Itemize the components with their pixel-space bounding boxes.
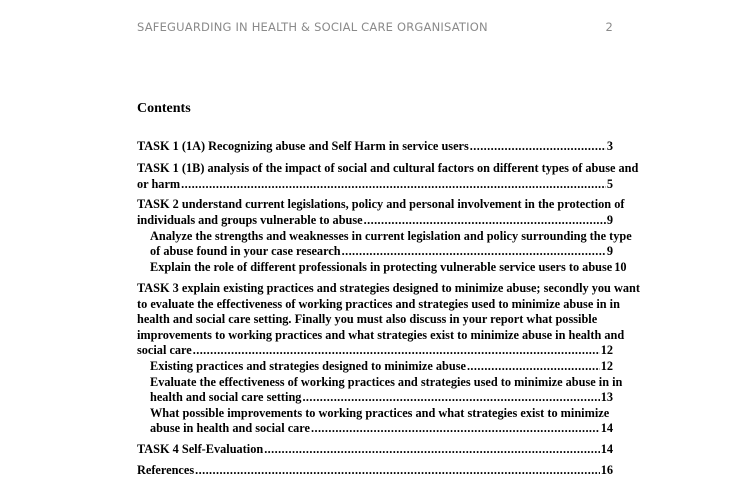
toc-page-number: 14 bbox=[600, 442, 613, 456]
toc-entry-task3-improve[interactable] bbox=[150, 420, 613, 436]
toc-entry-text: of abuse found in your case research bbox=[150, 244, 341, 258]
toc-entry-task2-analyze-line1[interactable]: Analyze the strengths and weaknesses in current legislation and policy surrounding the type bbox=[150, 229, 632, 243]
toc-leader-dots bbox=[470, 138, 606, 154]
toc-entry-text: Explain the role of different professionals in protecting vulnerable service users to abuse bbox=[150, 260, 613, 274]
toc-page-number: 10 bbox=[614, 260, 627, 274]
toc-entry-task3-line1[interactable]: TASK 3 explain existing practices and strategies designed to minimize abuse; secondly you want bbox=[137, 281, 640, 295]
toc-entry-task3-evaluate[interactable] bbox=[150, 389, 613, 405]
toc-entry-task3-line4[interactable]: improvements to working practices and what strategies exist to minimize abuse in health and bbox=[137, 328, 625, 342]
toc-entry-references[interactable] bbox=[137, 462, 613, 478]
toc-page-number: 9 bbox=[606, 244, 613, 258]
toc-entry-task4[interactable] bbox=[137, 441, 613, 457]
toc-leader-dots bbox=[342, 243, 606, 259]
toc-leader-dots bbox=[302, 389, 599, 405]
toc-entry-task2-analyze[interactable] bbox=[150, 243, 613, 259]
toc-entry-task2-explain[interactable] bbox=[150, 259, 627, 275]
toc-entry-text: References bbox=[137, 463, 195, 477]
toc-page-number: 5 bbox=[606, 177, 613, 191]
toc-entry-text: abuse in health and social care bbox=[150, 421, 310, 435]
toc-leader-dots bbox=[467, 358, 600, 374]
toc-entry-task1a[interactable] bbox=[137, 138, 613, 154]
page-header bbox=[137, 20, 613, 36]
toc-entry-task2[interactable] bbox=[137, 212, 613, 228]
toc-leader-dots bbox=[311, 420, 600, 436]
toc-page-number: 14 bbox=[600, 421, 613, 435]
toc-entry-task3-line3[interactable]: health and social care setting. Finally you must also discuss in your report what possible bbox=[137, 312, 598, 326]
toc-page-number: 16 bbox=[600, 463, 613, 477]
toc-page-number: 12 bbox=[600, 343, 613, 357]
toc-entry-text: or harm bbox=[137, 177, 181, 191]
toc-entry-task1b-line1[interactable]: TASK 1 (1B) analysis of the impact of social and cultural factors on different types of abuse and bbox=[137, 161, 639, 175]
toc-entry-task3-improve-line1[interactable]: What possible improvements to working practices and what strategies exist to minimize bbox=[150, 406, 610, 420]
toc-leader-dots bbox=[195, 462, 600, 478]
toc-entry-text: Existing practices and strategies designed to minimize abuse bbox=[150, 359, 466, 373]
toc-entry-task3-evaluate-line1[interactable]: Evaluate the effectiveness of working practices and strategies used to minimize abuse in in bbox=[150, 375, 623, 389]
toc-entry-text: health and social care setting bbox=[150, 390, 302, 404]
toc-entry-task2-line1[interactable]: TASK 2 understand current legislations, policy and personal involvement in the protection of bbox=[137, 197, 625, 211]
toc-entry-task1b[interactable] bbox=[137, 176, 613, 192]
toc-entry-task3-line2[interactable]: to evaluate the effectiveness of working practices and strategies used to minimize abuse in in bbox=[137, 297, 620, 311]
header-page-number: 2 bbox=[605, 20, 613, 34]
toc-leader-dots bbox=[264, 441, 600, 457]
toc-page-number: 13 bbox=[600, 390, 613, 404]
toc-leader-dots bbox=[364, 212, 606, 228]
running-header-title: SAFEGUARDING IN HEALTH & SOCIAL CARE ORGANISATION bbox=[137, 20, 488, 34]
contents-heading: Contents bbox=[137, 101, 191, 116]
toc-leader-dots bbox=[181, 176, 606, 192]
toc-entry-task3-existing[interactable] bbox=[150, 358, 613, 374]
toc-entry-text: individuals and groups vulnerable to abuse bbox=[137, 213, 363, 227]
toc-page-number: 3 bbox=[606, 139, 613, 153]
toc-leader-dots bbox=[193, 342, 600, 358]
toc-page-number: 9 bbox=[606, 213, 613, 227]
toc-entry-task3[interactable] bbox=[137, 342, 613, 358]
toc-entry-text: social care bbox=[137, 343, 192, 357]
toc-page-number: 12 bbox=[600, 359, 613, 373]
toc-entry-text: TASK 1 (1A) Recognizing abuse and Self Harm in service users bbox=[137, 139, 469, 153]
toc-entry-text: TASK 4 Self-Evaluation bbox=[137, 442, 264, 456]
